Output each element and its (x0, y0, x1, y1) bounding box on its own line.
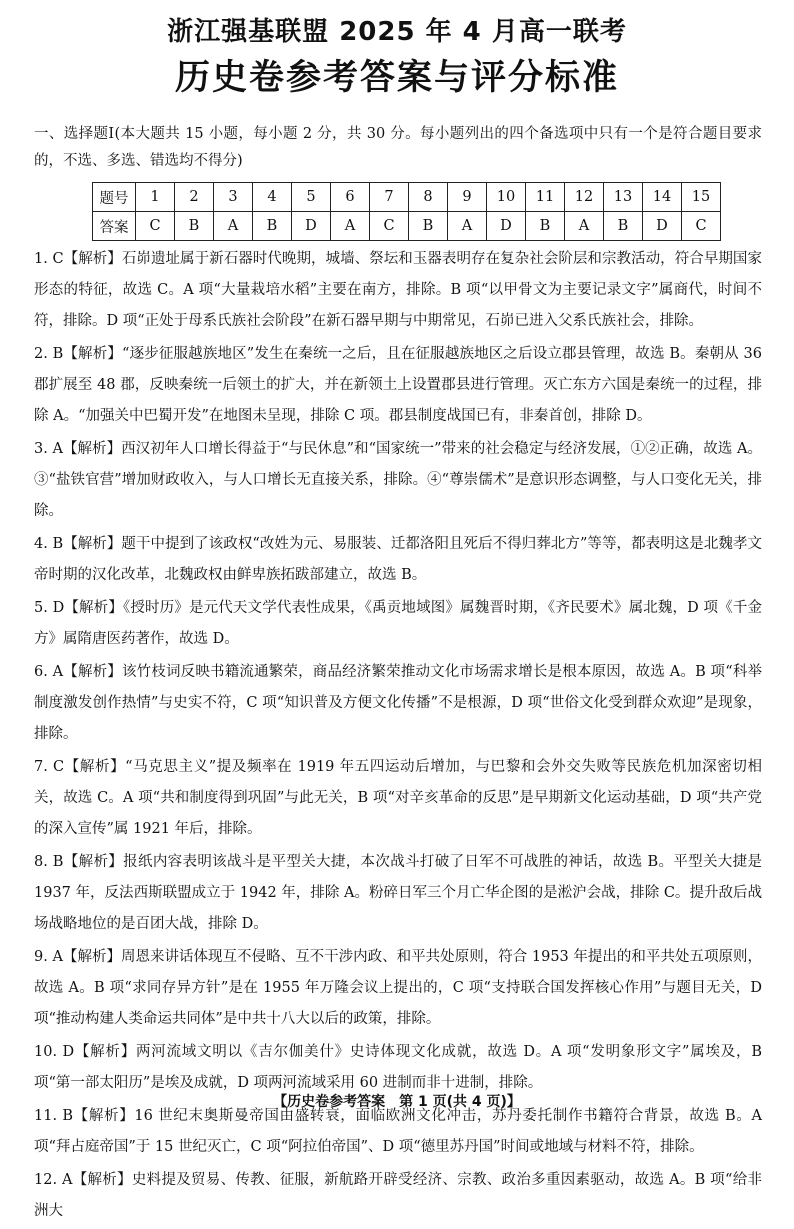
table-cell: 15 (682, 183, 721, 212)
explanation-item: 7. C【解析】“马克思主义”提及频率在 1919 年五四运动后增加，与巴黎和会外交失败等民族危机加深密切相关，故选 C。A 项“共和制度得到巩固”与此无关，B 项“对辛亥革命的反思”是早期新文化运动基础，D 项“共产党的深入宣传”属 1921 年后，排除。 (34, 759, 762, 837)
explanation-item: 3. A【解析】西汉初年人口增长得益于“与民休息”和“国家统一”带来的社会稳定与经济发展，①②正确，故选 A。③“盐铁官营”增加财政收入，与人口增长无直接关系，排除。④“尊崇儒术”是意识形态调整，与人口变化无关，排除。 (34, 441, 762, 519)
table-cell: A (565, 212, 604, 241)
table-cell: B (253, 212, 292, 241)
table-cell: 1 (136, 183, 175, 212)
table-cell: C (136, 212, 175, 241)
answer-explanations (34, 244, 762, 1229)
page-footer: 【历史卷参考答案 第 1 页(共 4 页)】 (273, 1094, 521, 1110)
explanation-item: 4. B【解析】题干中提到了该政权“改姓为元、易服装、迁都洛阳且死后不得归葬北方”等等，都表明这是北魏孝文帝时期的汉化改革，北魏政权由鲜卑族拓跋部建立，故选 B。 (34, 536, 762, 583)
explanation-item: 5. D【解析】《授时历》是元代天文学代表性成果，《禹贡地域图》属魏晋时期，《齐民要术》属北魏，D 项《千金方》属隋唐医药著作，故选 D。 (34, 600, 762, 647)
table-cell: 7 (370, 183, 409, 212)
explanation-item: 1. C【解析】石峁遗址属于新石器时代晚期，城墙、祭坛和玉器表明存在复杂社会阶层和宗教活动，符合早期国家形态的特征，故选 C。A 项“大量栽培水稻”主要在南方，排除。B 项“以甲骨文为主要记录文字”属商代，时间不符，排除。D 项“正处于母系氏族社会阶段”在新石器早期与中期常见，石峁已进入父系氏族社会，排除。 (34, 251, 762, 329)
row-label-number: 题号 (93, 183, 136, 212)
table-cell: 10 (487, 183, 526, 212)
table-cell: 2 (175, 183, 214, 212)
explanation-item: 8. B【解析】报纸内容表明该战斗是平型关大捷，本次战斗打破了日军不可战胜的神话，故选 B。平型关大捷是 1937 年，反法西斯联盟成立于 1942 年，排除 A。粉碎日军三个月亡华企图的是淞沪会战，排除 C。提升敌后战场战略地位的是百团大战，排除 D。 (34, 854, 762, 932)
explanation-item: 12. A【解析】史料提及贸易、传教、征服，新航路开辟受经济、宗教、政治多重因素驱动，故选 A。B 项“给非洲大 (34, 1172, 762, 1219)
answer-table (92, 182, 721, 241)
table-cell: A (448, 212, 487, 241)
table-row-answers (93, 212, 721, 241)
table-cell: 3 (214, 183, 253, 212)
table-cell: 5 (292, 183, 331, 212)
section-intro: 一、选择题Ⅰ(本大题共 15 小题，每小题 2 分，共 30 分。每小题列出的四个备选项中只有一个是符合题目要求的，不选、多选、错选均不得分) (34, 126, 762, 169)
page-subtitle: 历史卷参考答案与评分标准 (174, 58, 619, 98)
table-row-numbers (93, 183, 721, 212)
table-cell: D (643, 212, 682, 241)
explanation-item: 9. A【解析】周恩来讲话体现互不侵略、互不干涉内政、和平共处原则，符合 1953 年提出的和平共处五项原则，故选 A。B 项“求同存异方针”是在 1955 年万隆会议上提出的，C 项“支持联合国发挥核心作用”与题目无关，D 项“推动构建人类命运共同体”是中共十八大以后的政策，排除。 (34, 949, 762, 1027)
explanation-item: 10. D【解析】两河流域文明以《吉尔伽美什》史诗体现文化成就，故选 D。A 项“发明象形文字”属埃及，B 项“第一部太阳历”是埃及成就，D 项两河流域采用 60 进制而非十进制，排除。 (34, 1044, 762, 1091)
table-cell: 6 (331, 183, 370, 212)
explanation-item: 6. A【解析】该竹枝词反映书籍流通繁荣，商品经济繁荣推动文化市场需求增长是根本原因，故选 A。B 项“科举制度激发创作热情”与史实不符，C 项“知识普及方便文化传播”不是根源，D 项“世俗文化受到群众欢迎”是现象，排除。 (34, 664, 762, 742)
table-cell: 8 (409, 183, 448, 212)
table-cell: 14 (643, 183, 682, 212)
table-cell: A (331, 212, 370, 241)
explanation-item: 2. B【解析】“逐步征服越族地区”发生在秦统一之后，且在征服越族地区之后设立郡县管理，故选 B。秦朝从 36 郡扩展至 48 郡，反映秦统一后领土的扩大，并在新领土上设置郡县进行管理。灭亡东方六国是秦统一的过程，排除 A。“加强关中巴蜀开发”在地图未呈现，排除 C 项。郡县制度战国已有，非秦首创，排除 D。 (34, 346, 762, 424)
table-cell: B (604, 212, 643, 241)
explanation-item: 11. B【解析】16 世纪末奥斯曼帝国由盛转衰，面临欧洲文化冲击，苏丹委托制作书籍符合背景，故选 B。A 项“拜占庭帝国”于 15 世纪灭亡，C 项“阿拉伯帝国”、D 项“德里苏丹国”时间或地域与材料不符，排除。 (34, 1108, 762, 1155)
table-cell: C (682, 212, 721, 241)
table-cell: A (214, 212, 253, 241)
table-cell: B (526, 212, 565, 241)
table-cell: 11 (526, 183, 565, 212)
row-label-answer: 答案 (93, 212, 136, 241)
table-cell: C (370, 212, 409, 241)
table-cell: 13 (604, 183, 643, 212)
table-cell: 9 (448, 183, 487, 212)
table-cell: B (175, 212, 214, 241)
table-cell: D (292, 212, 331, 241)
table-cell: 12 (565, 183, 604, 212)
table-cell: 4 (253, 183, 292, 212)
page-title: 浙江强基联盟 2025 年 4 月高一联考 (167, 17, 627, 47)
table-cell: D (487, 212, 526, 241)
table-cell: B (409, 212, 448, 241)
